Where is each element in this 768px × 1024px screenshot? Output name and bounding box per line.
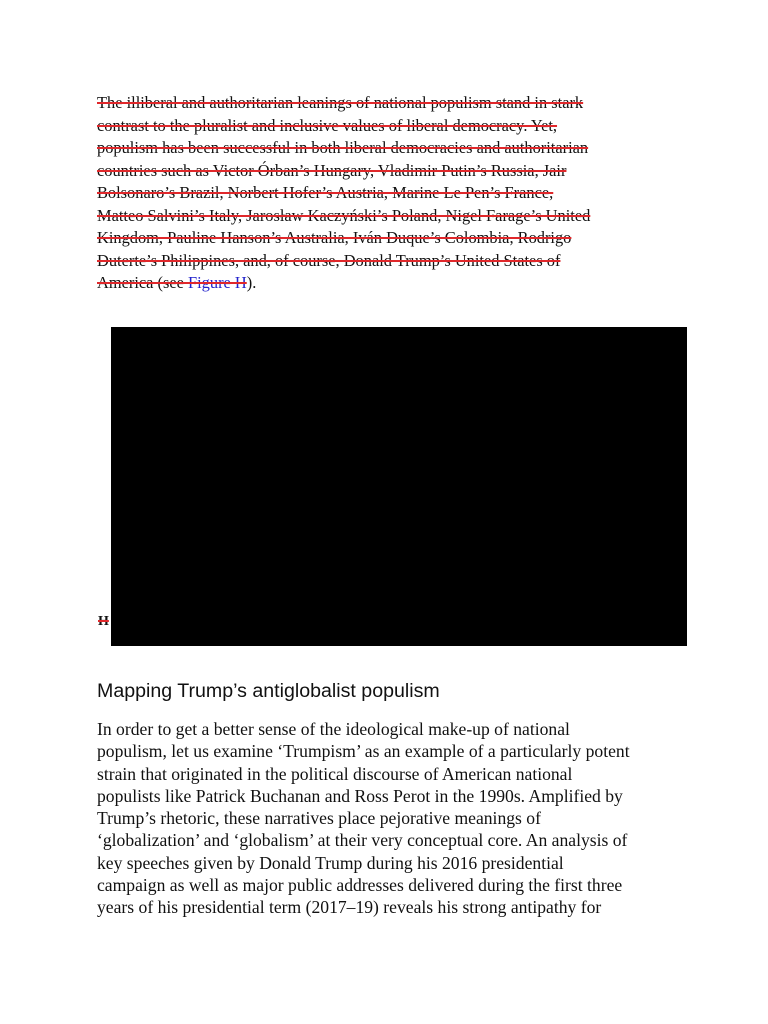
struck-last-line	[97, 272, 677, 295]
body-line: ‘globalization’ and ‘globalism’ at their very conceptual core. An analysis of	[97, 830, 628, 851]
struck-line: Matteo Salvini’s Italy, Jarosław Kaczyński’s Poland, Nigel Farage’s United	[97, 205, 591, 225]
figure-label-fragment: H	[98, 614, 109, 629]
redacted-figure-block	[111, 327, 687, 646]
struck-line: countries such as Victor Órban’s Hungary, Vladimir Putin’s Russia, Jair	[97, 160, 567, 180]
body-line: key speeches given by Donald Trump during his 2016 presidential	[97, 852, 564, 873]
figure-h-link[interactable]: Figure H	[188, 273, 247, 292]
body-paragraph	[97, 718, 677, 919]
body-line: populism, let us examine ‘Trumpism’ as an example of a particularly potent	[97, 741, 630, 762]
body-line: strain that originated in the political discourse of American national	[97, 763, 573, 784]
section-heading: Mapping Trump’s antiglobalist populism	[97, 680, 440, 702]
body-line: years of his presidential term (2017–19) reveals his strong antipathy for	[97, 897, 602, 918]
struck-line: The illiberal and authoritarian leanings of national populism stand in stark	[97, 93, 584, 112]
struck-line: populism has been successful in both liberal democracies and authoritarian	[97, 138, 589, 157]
body-line: campaign as well as major public addresses delivered during the first three	[97, 875, 623, 896]
struck-line: contrast to the pluralist and inclusive values of liberal democracy. Yet,	[97, 115, 558, 135]
struck-line: Bolsonaro’s Brazil, Norbert Hofer’s Austria, Marine Le Pen’s France,	[97, 183, 554, 202]
struck-line: Duterte’s Philippines, and, of course, Donald Trump’s United States of	[97, 250, 561, 270]
body-line: Trump’s rhetoric, these narratives place pejorative meanings of	[97, 808, 541, 829]
body-line: In order to get a better sense of the ideological make-up of national	[97, 719, 570, 739]
struck-line-suffix: ).	[246, 273, 257, 292]
body-line: populists like Patrick Buchanan and Ross Perot in the 1990s. Amplified by	[97, 785, 623, 806]
struck-through-paragraph	[97, 92, 677, 295]
struck-line: Kingdom, Pauline Hanson’s Australia, Iván Duque’s Colombia, Rodrigo	[97, 228, 572, 247]
struck-line-prefix: America (see	[97, 273, 189, 292]
